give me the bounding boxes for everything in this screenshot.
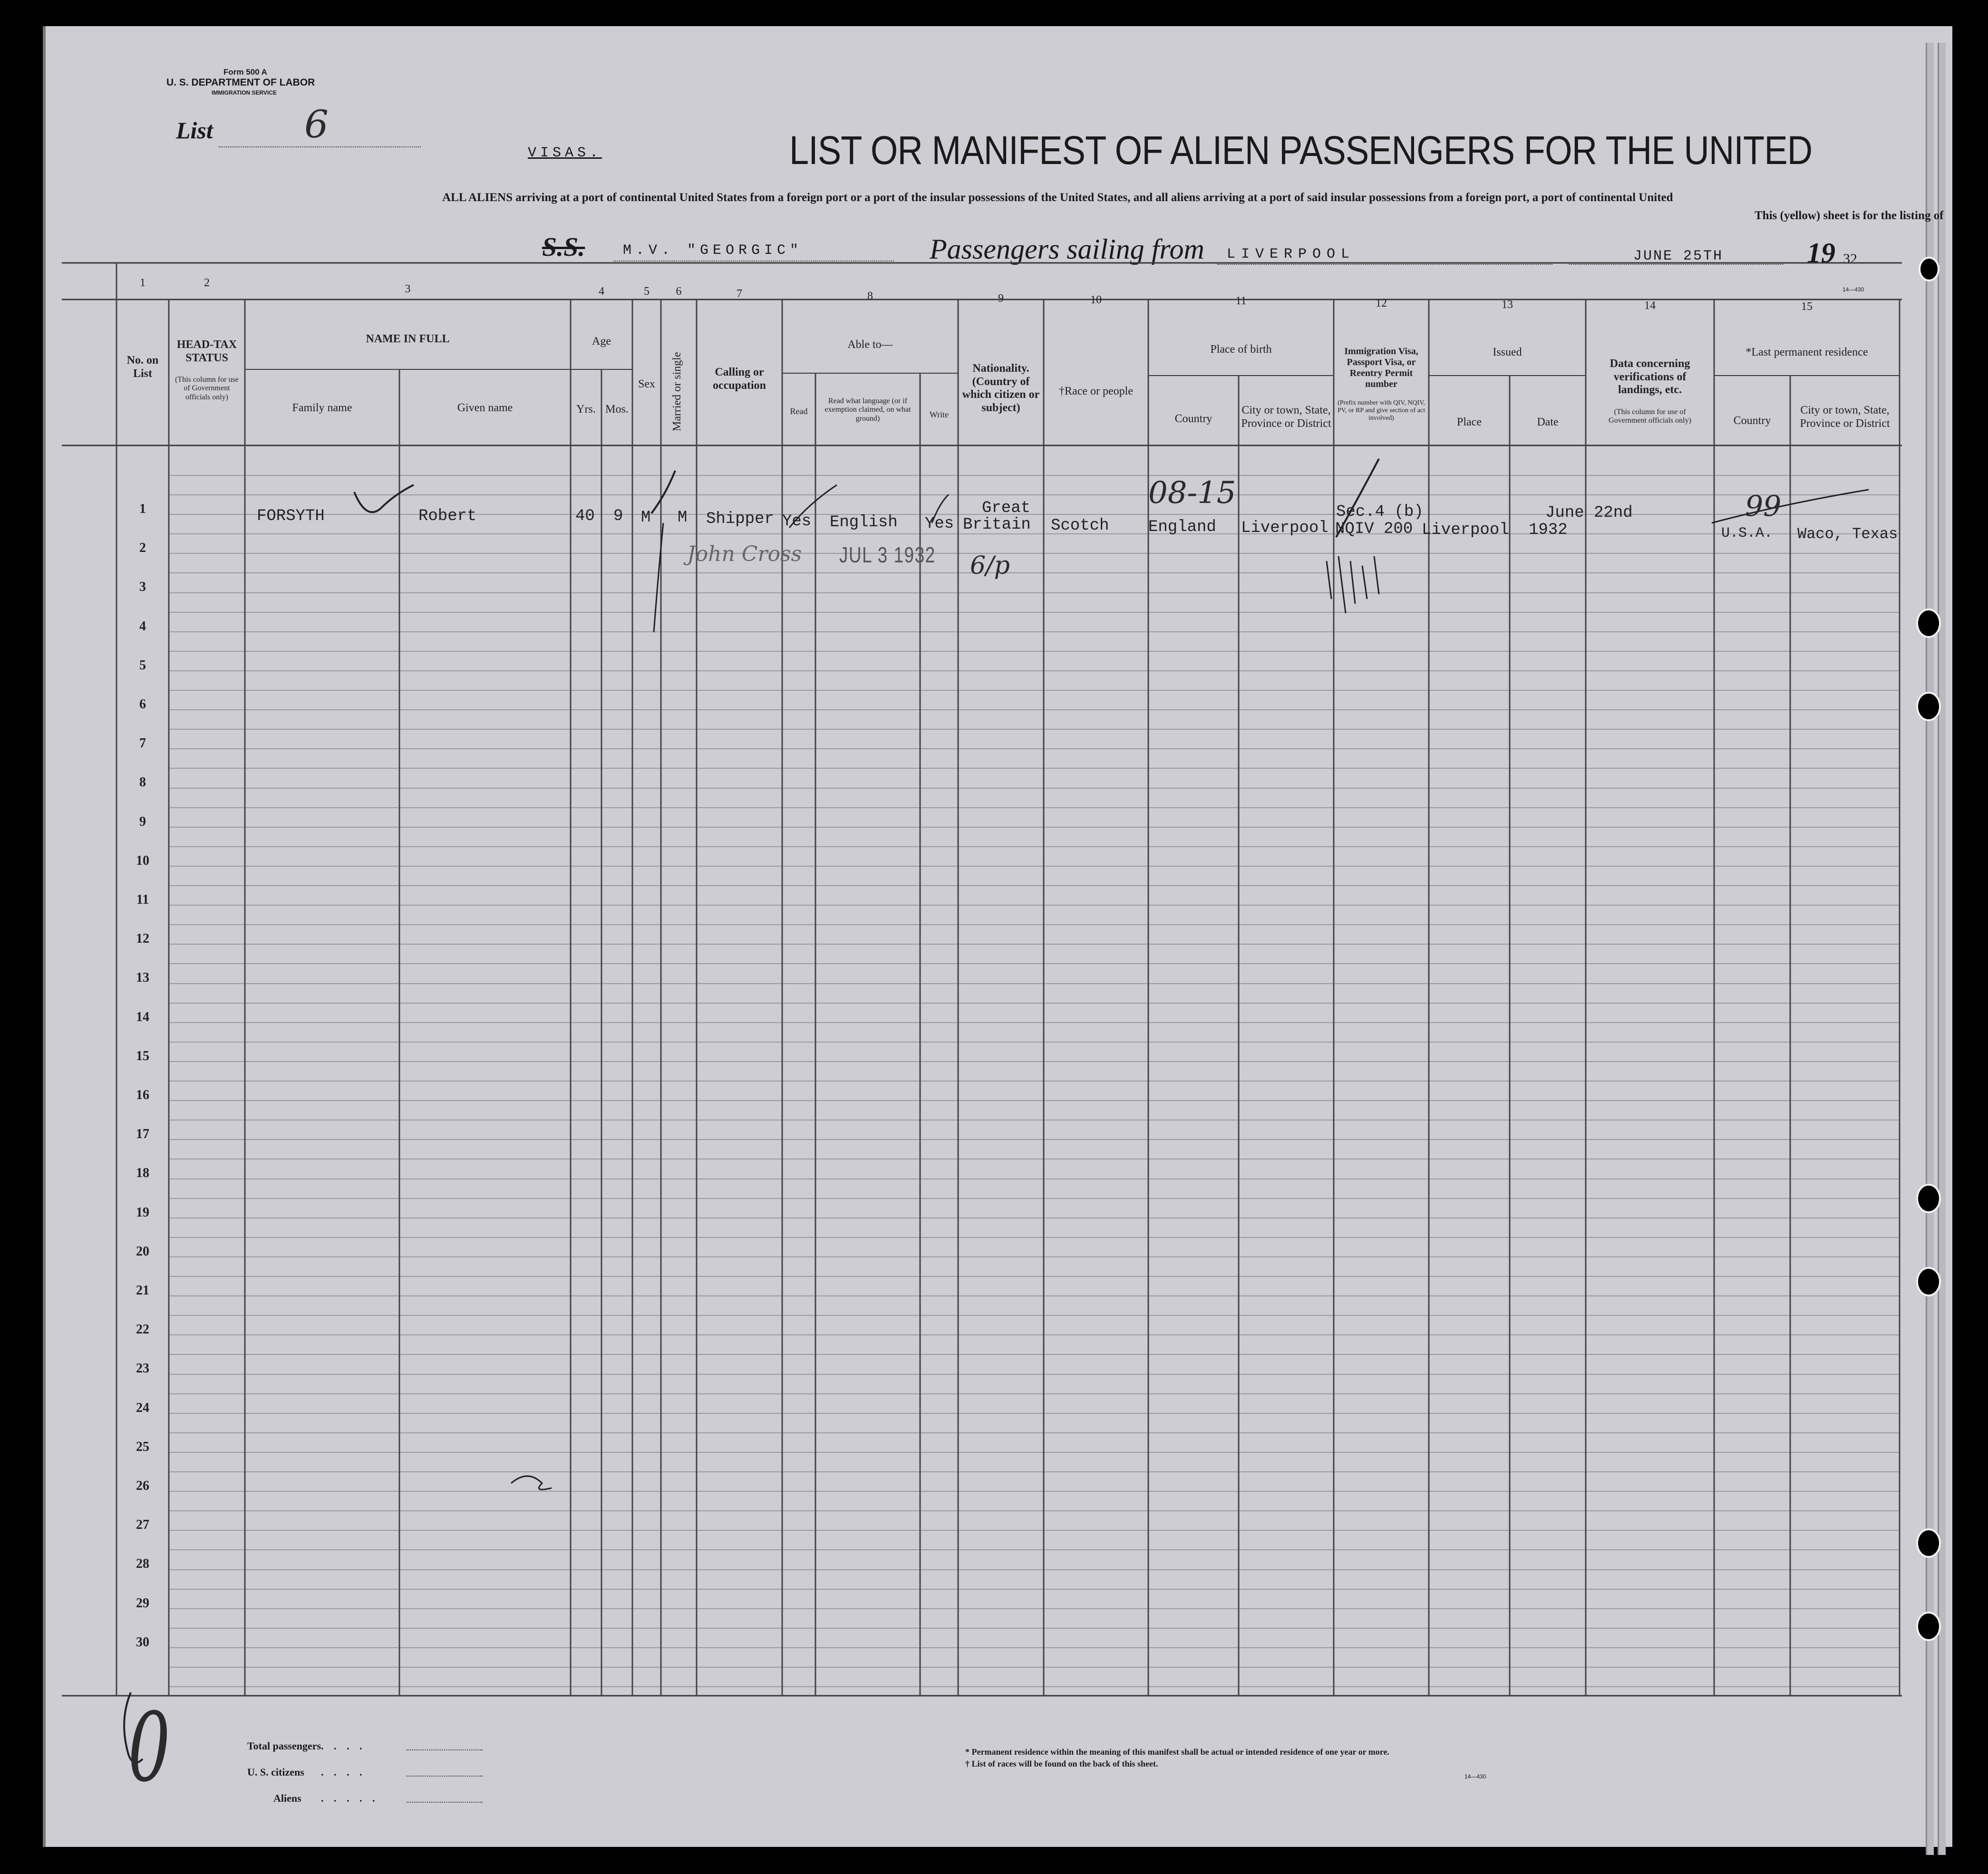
col-issued-date: Date (1537, 416, 1559, 428)
col-yrs: Yrs. (576, 403, 596, 415)
aliens-line (407, 1802, 483, 1803)
sailing-label: Passengers sailing from (930, 233, 1204, 265)
year-prefix: 19 (1807, 237, 1835, 269)
page-title: LIST OR MANIFEST OF ALIEN PASSENGERS FOR THE UNITED (789, 128, 1813, 173)
col-birth-city: City or town, State, Province or District (1241, 404, 1331, 430)
read-language: English (830, 513, 898, 531)
col-nationality: Nationality. (Country of which citizen or subject) (962, 362, 1040, 414)
row-number: 9 (139, 814, 146, 829)
sex: M (641, 509, 651, 527)
col-visa-note: (Prefix number with QIV, NQIV, PV, or RP and give section of act involved) (1337, 399, 1426, 422)
check-mark (651, 471, 675, 513)
col-birth-country: Country (1174, 413, 1212, 425)
col-race: †Race or people (1059, 385, 1133, 397)
row-number: 11 (136, 892, 149, 907)
row-number: 28 (136, 1556, 149, 1572)
nationality-line-2: Britain (963, 516, 1031, 534)
row-number: 2 (139, 541, 146, 556)
issued-date-line-1: June 22nd (1545, 504, 1633, 522)
row-number: 27 (136, 1517, 149, 1533)
visa-number: NQIV 200 (1335, 520, 1413, 538)
check-mark (354, 485, 414, 512)
col-num-4: 4 (599, 285, 604, 298)
row-number: 5 (139, 657, 146, 673)
col-calling: Calling or occupation (712, 366, 766, 392)
ship-prefix: S.S. (542, 232, 585, 262)
col-read: Read (790, 406, 808, 416)
instructions: ALL ALIENS arriving at a port of continental United States from a foreign port or a port of the insular possessions of the United States, and all aliens arriving at a port of said insular possessions from a foreign port, a port of continental United (442, 191, 1673, 204)
race: Scotch (1051, 517, 1109, 535)
col-visa: Immigration Visa, Passport Visa, or Reentry Permit number (1344, 346, 1418, 389)
list-number: 6 (304, 102, 329, 146)
col-num-7: 7 (737, 288, 742, 300)
nationality-line-1: Great (982, 499, 1031, 517)
birth-country: England (1148, 518, 1216, 536)
col-write: Write (929, 410, 949, 419)
total-passengers-line (407, 1749, 483, 1750)
row-number: 12 (136, 931, 149, 947)
col-no-on-list: No. on List (126, 354, 159, 380)
row-number: 21 (136, 1283, 149, 1298)
port: LIVERPOOL (1227, 246, 1356, 262)
col-age: Age (592, 335, 611, 348)
col-family-name: Family name (292, 402, 352, 414)
row-number: 25 (136, 1439, 149, 1454)
instructions-2: This (yellow) sheet is for the listing of (1755, 209, 1944, 222)
family-name: FORSYTH (257, 507, 325, 525)
us-citizens-label: U. S. citizens (247, 1766, 304, 1778)
date-stamp: JUL 3 1932 (839, 542, 936, 567)
row-number: 7 (139, 736, 146, 751)
row-number: 29 (136, 1595, 149, 1611)
row-number: 3 (139, 580, 146, 595)
col-married: Married or single (671, 352, 684, 432)
col-num-13: 13 (1502, 299, 1513, 311)
row-number: 4 (139, 618, 146, 634)
col-num-14: 14 (1644, 299, 1656, 312)
scribble-mark (511, 1476, 552, 1489)
col-issued: Issued (1493, 346, 1522, 358)
occupation: Shipper (706, 510, 774, 528)
footnote-residence: * Permanent residence within the meaning of this manifest shall be actual or intended residence of one year or more. (965, 1747, 1389, 1757)
handwritten-code: 08-15 (1148, 475, 1236, 511)
col-data-note: (This column for use of Government officials only) (1609, 408, 1691, 425)
col-num-12: 12 (1376, 297, 1387, 309)
col-head-tax-note: (This column for use of Government officials only) (175, 376, 239, 401)
bottom-handwritten-mark: 0 (128, 1692, 171, 1803)
col-place-of-birth: Place of birth (1210, 343, 1272, 356)
col-issued-place: Place (1457, 416, 1482, 428)
row-number: 30 (136, 1634, 149, 1650)
row-number: 24 (136, 1400, 149, 1415)
row-number: 6 (139, 697, 146, 712)
col-sex: Sex (638, 378, 655, 390)
year-suffix: 32 (1843, 251, 1857, 267)
col-res-city: City or town, State, Province or District (1800, 404, 1890, 430)
col-num-3: 3 (405, 283, 411, 295)
check-mark (654, 523, 663, 632)
form-code-bottom: 14—430 (1464, 1773, 1486, 1780)
can-write: Yes (925, 515, 954, 533)
total-passengers-label: Total passengers (247, 1740, 321, 1752)
col-num-5: 5 (644, 285, 650, 298)
citizens-leader: . . . . (321, 1766, 366, 1778)
col-num-10: 10 (1090, 294, 1102, 306)
residence-country: U.S.A. (1721, 525, 1773, 541)
form-code-top: 14—430 (1843, 286, 1864, 293)
col-data-concerning: Data concerning verifications of landings, etc. (1610, 357, 1690, 396)
col-num-6: 6 (676, 285, 682, 298)
aliens-label: Aliens (273, 1792, 301, 1804)
col-num-2: 2 (204, 277, 210, 289)
row-number: 20 (136, 1244, 149, 1259)
col-last-residence: *Last permanent residence (1746, 346, 1868, 358)
col-num-11: 11 (1235, 295, 1247, 307)
row-number: 22 (136, 1322, 149, 1337)
form-number: Form 500 A (223, 68, 267, 77)
col-num-1: 1 (140, 277, 145, 289)
col-num-15: 15 (1801, 300, 1813, 313)
residence-city: Waco, Texas (1797, 525, 1898, 543)
inspector-signature: John Cross (687, 542, 802, 566)
can-read: Yes (782, 512, 812, 531)
visas-label: VISAS. (528, 145, 602, 161)
row-number: 1 (139, 502, 146, 516)
marital-status: M (678, 509, 688, 527)
handwritten-code: 99 (1745, 490, 1782, 523)
ship-name: M.V. "GEORGIC" (623, 242, 803, 259)
visa-section: Sec.4 (b) (1336, 503, 1424, 521)
row-number: 8 (139, 775, 146, 790)
handwritten-note: 6/p (970, 551, 1010, 580)
row-number: 23 (136, 1361, 149, 1376)
col-read-language: Read what language (or if exemption claimed, on what ground) (824, 397, 911, 423)
total-leader: . . . . (321, 1740, 366, 1752)
us-citizens-line (407, 1776, 483, 1777)
age-months: 9 (613, 507, 623, 525)
col-able-to: Able to— (847, 338, 893, 351)
service: IMMIGRATION SERVICE (212, 89, 277, 96)
col-head-tax: HEAD-TAX STATUS (176, 338, 237, 364)
issued-place: Liverpool (1422, 521, 1509, 539)
row-number: 14 (136, 1009, 149, 1024)
row-number: 10 (136, 853, 149, 868)
row-number: 16 (136, 1088, 149, 1102)
row-number: 18 (136, 1166, 149, 1181)
col-num-9: 9 (998, 292, 1004, 305)
aliens-leader: . . . . . (321, 1792, 379, 1804)
list-label: List (176, 117, 213, 144)
birth-city: Liverpool (1241, 519, 1329, 537)
col-mos: Mos. (605, 403, 629, 415)
row-number: 17 (136, 1127, 149, 1142)
age-years: 40 (575, 507, 595, 525)
row-number: 26 (136, 1478, 149, 1493)
issued-date-line-2: 1932 (1529, 521, 1568, 539)
col-name-in-full: NAME IN FULL (366, 333, 450, 345)
footnote-races: † List of races will be found on the back of this sheet. (965, 1759, 1158, 1768)
row-number: 15 (136, 1048, 149, 1063)
department: U. S. DEPARTMENT OF LABOR (166, 77, 315, 88)
col-res-country: Country (1733, 415, 1771, 427)
row-number: 13 (136, 970, 149, 985)
col-num-8: 8 (867, 290, 873, 302)
sailing-date: JUNE 25TH (1633, 248, 1724, 264)
given-name: Robert (418, 507, 477, 525)
col-given-name: Given name (457, 402, 513, 414)
row-number: 19 (136, 1205, 149, 1220)
